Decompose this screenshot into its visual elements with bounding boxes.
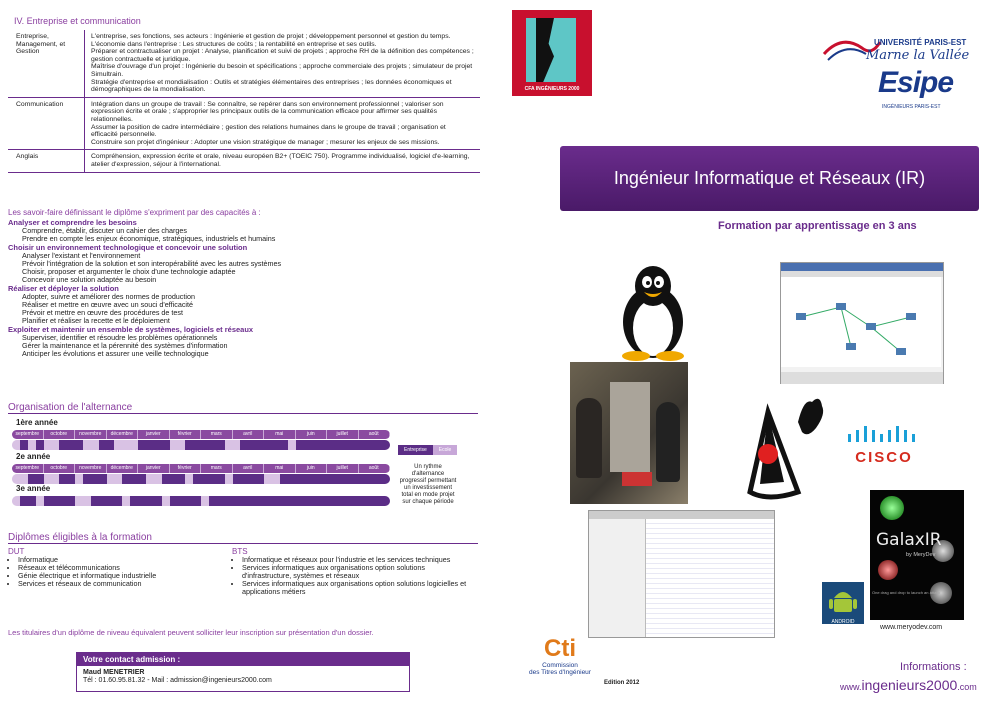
month-label: février [170,430,202,439]
entreprise-week [319,496,327,506]
ecole-week [185,474,193,484]
contact-heading: Votre contact admission : [77,653,409,666]
entreprise-week [351,496,359,506]
entreprise-week [288,496,296,506]
entreprise-week [343,474,351,484]
entreprise-week [193,496,201,506]
entreprise-week [209,474,217,484]
server-rack [610,382,650,472]
skill-item: Prévoir l'intégration de la solution et son interopérabilité avec les autres systèmes [22,259,282,268]
entreprise-week [366,474,374,484]
ecole-week [225,440,233,450]
entreprise-week [296,474,304,484]
ecole-week [12,496,20,506]
entreprise-week [201,474,209,484]
skill-heading: Choisir un environnement technologique et concevoir une solution [8,243,248,252]
entreprise-week [99,496,107,506]
table-row-line: Construire son projet d'ingénieur : Adopter une vision stratégique de manager ; mesurer les enjeux de ses missions. [91,138,440,146]
month-label: juillet [327,464,359,473]
ecole-week [288,440,296,450]
galaxir-hint: One drag and drop to launch an attack [872,590,941,595]
entreprise-week [114,496,122,506]
diplomes-title: Diplômes éligibles à la formation [8,532,478,544]
upe-subtitle: Marne la Vallée [866,48,970,63]
ecole-week [75,474,83,484]
dut-item: • Informatique [18,556,218,564]
cisco-bars-icon [846,424,922,444]
bts-block [232,548,472,596]
esipe-wordmark: Esipe [878,66,954,99]
info-url [840,677,977,693]
entreprise-week [185,440,193,450]
entreprise-week [343,496,351,506]
entreprise-week [319,440,327,450]
table-row-line: Assumer la position de cadre intermédiaire ; gestion des relations humaines dans le groupe de travail ; organisation et efficacité personnelle. [91,123,446,139]
skill-item: Prévoir et mettre en œuvre des procédures de test [22,308,183,317]
entreprise-week [248,474,256,484]
entreprise-week [233,474,241,484]
ecole-week [83,440,91,450]
entreprise-week [209,440,217,450]
table-row [8,98,480,151]
entreprise-week [67,440,75,450]
table-row [8,150,480,172]
entreprise-week [335,474,343,484]
skill-item: Adopter, suivre et améliorer des normes de production [22,292,195,301]
galaxir-screenshot [870,490,964,620]
skill-heading: Réaliser et déployer la solution [8,284,119,293]
month-label: octobre [44,464,76,473]
bts-item: • Services informatiques aux organisations option solutions logicielles et applications métiers [242,580,472,596]
program-title: Ingénieur Informatique et Réseaux (IR) [613,168,926,188]
entreprise-week [59,496,67,506]
ecole-week [12,440,20,450]
ecole-week [154,474,162,484]
dut-item: • Services et réseaux de communication [18,580,218,588]
skill-item: Analyser l'existant et l'environnement [22,251,141,260]
year-label: 2e année [16,452,51,461]
month-label: août [359,464,391,473]
table-row-line: L'économie dans l'entreprise : Les structures de coûts ; la rentabilité en entreprise et ses outils. [91,40,377,48]
table-row-key: Entreprise, Management, et Gestion [8,30,85,97]
entreprise-week [351,474,359,484]
ecole-week [146,474,154,484]
info-url-pre: www. [840,682,862,692]
alternance-title: Organisation de l'alternance [8,402,478,414]
skill-item: Superviser, identifier et résoudre les problèmes opérationnels [22,333,218,342]
linux-tux-icon [612,262,694,362]
schedule-bar [12,474,390,484]
entreprise-week [256,496,264,506]
month-label: décembre [107,464,139,473]
cti-logo [520,636,600,676]
table-row-value [85,98,480,150]
person-silhouette [576,398,602,478]
contact-line: Tél : 01.60.95.81.32 - Mail : admission@ingenieurs2000.com [83,677,272,684]
cti-sub1: Commission [542,662,578,669]
diplomes-note: Les titulaires d'un diplôme de niveau équivalent peuvent solliciter leur inscription sur présentation d'un dossier. [8,628,374,637]
entreprise-week [303,496,311,506]
dut-item: • Réseaux et télécommunications [18,564,218,572]
planet-icon [880,496,904,520]
entreprise-week [130,474,138,484]
entreprise-week [130,496,138,506]
table-row [8,30,480,98]
edition-label: Edition 2012 [604,680,640,686]
esipe-sub: INGÉNIEURS PARIS-EST [882,104,941,110]
entreprise-week [233,496,241,506]
entreprise-week [296,440,304,450]
entreprise-week [154,496,162,506]
entreprise-week [193,440,201,450]
android-robot-icon [822,582,864,614]
month-label: novembre [75,430,107,439]
table-row-value [85,150,480,171]
entreprise-week [36,440,44,450]
entreprise-week [99,440,107,450]
entreprise-week [382,496,390,506]
month-label: septembre [12,430,44,439]
network-topology-icon [781,277,941,367]
entreprise-week [28,496,36,506]
ecole-week [44,474,52,484]
entreprise-week [154,440,162,450]
ecole-week [28,440,36,450]
entreprise-week [91,496,99,506]
galaxir-title: GalaxIR [876,530,942,550]
ecole-week [20,474,28,484]
table-row-line: Stratégie d'entreprise et mondialisation : Outils et stratégies élémentaires des entreprises ; les données économiques et démographiques de la mondialisation. [91,78,452,94]
entreprise-week [44,496,52,506]
month-label: septembre [12,464,44,473]
entreprise-week [256,440,264,450]
table-row-value [85,30,480,97]
ecole-week [122,496,130,506]
alternance-note: Un rythme d'alternance progressif permettant un investissement total en mode projet sur chaque période [399,464,457,505]
entreprise-week [67,496,75,506]
entreprise-week [264,440,272,450]
cisco-logo [846,424,922,464]
entreprise-week [374,474,382,484]
entreprise-week [343,440,351,450]
table-row-key: Communication [8,98,85,150]
entreprise-week [335,496,343,506]
lab-photo [570,362,688,504]
bts-title: BTS [232,547,248,556]
contact-box [76,652,410,692]
ecole-week [177,440,185,450]
entreprise-week [366,496,374,506]
skills-list [8,218,478,358]
entreprise-week [248,496,256,506]
ecole-week [272,474,280,484]
month-label: mai [264,464,296,473]
dut-item: • Génie électrique et informatique industrielle [18,572,218,580]
skill-heading: Exploiter et maintenir un ensemble de systèmes, logiciels et réseaux [8,325,254,334]
skill-item: Choisir, proposer et argumenter le choix d'une technologie adaptée [22,267,236,276]
entreprise-week [280,474,288,484]
galaxir-by: by MeryDev [906,552,936,558]
skill-item: Réaliser et mettre en œuvre avec un souci d'efficacité [22,300,194,309]
cti-sub2: des Titres d'Ingénieur [529,669,591,676]
entreprise-week [240,474,248,484]
cfa-label: CFA INGÉNIEURS 2000 [524,86,580,92]
entreprise-week [327,474,335,484]
entreprise-week [146,496,154,506]
entreprise-week [193,474,201,484]
dut-title: DUT [8,547,25,556]
entreprise-week [59,440,67,450]
skill-item: Gérer la maintenance et la pérennité des systèmes d'information [22,341,228,350]
cti-wordmark: Cti [544,635,576,662]
entreprise-week [138,440,146,450]
ide-explorer-pane [589,519,646,637]
entreprise-week [335,440,343,450]
month-label: mai [264,430,296,439]
ide-editor-pane [646,519,774,637]
section-title: IV. Entreprise et communication [14,16,141,26]
entreprise-week [67,474,75,484]
table-row-line: Préparer et contractualiser un projet : Analyse, planification et suivi de projets ; approche RH de la définition des compétences ; gestion contractuelle et juridique. [91,48,474,63]
entreprise-week [240,496,248,506]
android-label: ANDROID [831,619,855,625]
entreprise-week [91,474,99,484]
info-url-post: .com [957,682,977,692]
upe-label: UNIVERSITÉ PARIS-EST [874,38,967,47]
month-label: janvier [138,464,170,473]
entreprise-week [374,496,382,506]
entreprise-week [359,474,367,484]
entreprise-week [303,474,311,484]
ecole-week [225,474,233,484]
entreprise-week [225,496,233,506]
program-subtitle: Formation par apprentissage en 3 ans [718,220,917,232]
esipe-logo [822,30,982,122]
table-row-line: Compréhension, expression écrite et orale, niveau européen B2+ (TOEIC 750). Programme individualisé, logiciel d'e-learning, atelier d'expression, séjour à l'international. [91,153,470,168]
entreprise-week [138,496,146,506]
ecole-week [83,496,91,506]
ecole-week [36,496,44,506]
entreprise-week [351,440,359,450]
ecole-week [44,440,52,450]
android-logo [822,582,864,624]
table-row-line: Intégration dans un groupe de travail : Se connaître, se repérer dans son environnement professionnel ; valoriser son expression écrite et orale ; s'approprier les principaux outils de la communication efficace pour affirmer ses qualités relationnelles. [91,100,444,123]
network-simulator-screenshot [780,262,944,384]
skill-heading: Analyser et comprendre les besoins [8,218,137,227]
entreprise-week [311,496,319,506]
entreprise-week [382,474,390,484]
month-label: octobre [44,430,76,439]
entreprise-week [177,474,185,484]
ecole-week [114,474,122,484]
ecole-week [114,440,122,450]
entreprise-week [217,474,225,484]
entreprise-week [162,474,170,484]
info-label: Informations : [900,661,967,673]
ecole-week [122,440,130,450]
ecole-week [264,474,272,484]
entreprise-week [107,496,115,506]
ecole-week [51,440,59,450]
entreprise-week [28,474,36,484]
entreprise-week [20,496,28,506]
entreprise-week [99,474,107,484]
table-row-line: Maîtrise d'ouvrage d'un projet : Ingénierie du besoin et spécifications ; approche commerciale des projets ; simulateur de projet Simultrain. [91,63,473,78]
entreprise-week [185,496,193,506]
ecole-week [130,440,138,450]
year-label: 1ère année [16,418,58,427]
skill-item: Anticiper les évolutions et assurer une veille technologique [22,349,209,358]
entreprise-week [374,440,382,450]
planet-icon [878,560,898,580]
ecole-week [162,496,170,506]
month-label: mars [201,430,233,439]
skill-item: Prendre en compte les enjeux économique, stratégiques, industriels et humains [22,234,276,243]
months-bar [12,464,390,473]
dut-block [8,548,218,588]
bts-list [232,556,472,596]
bts-item: • Services informatiques aux organisations option solutions d'infrastructure, systèmes et réseaux [242,564,472,580]
info-url-main: ingenieurs2000 [861,677,958,693]
entreprise-week [170,496,178,506]
contact-name: Maud MENETRIER [83,669,145,676]
entreprise-week [170,474,178,484]
entreprise-week [146,440,154,450]
month-label: novembre [75,464,107,473]
enterprise-table [8,30,480,173]
entreprise-week [359,496,367,506]
month-label: mars [201,464,233,473]
entreprise-week [272,440,280,450]
legend-ecole: Ecole [433,445,458,455]
entreprise-week [240,440,248,450]
ecole-week [170,440,178,450]
red-device [622,472,652,486]
skill-item: Comprendre, établir, discuter un cahier des charges [22,226,187,235]
entreprise-week [264,496,272,506]
entreprise-week [359,440,367,450]
meryodev-url: www.meryodev.com [880,624,943,631]
month-label: avril [233,464,265,473]
cisco-wordmark: CISCO [855,449,913,466]
entreprise-week [366,440,374,450]
skills-intro: Les savoir-faire définissant le diplôme s'expriment par des capacités à : [8,208,261,217]
entreprise-week [288,474,296,484]
alternance-legend [398,445,457,455]
entreprise-week [122,474,130,484]
entreprise-week [36,474,44,484]
skill-item: Concevoir une solution adaptée au besoin [22,275,157,284]
table-row-key: Anglais [8,150,85,171]
ecole-week [91,440,99,450]
ecole-week [201,496,209,506]
program-banner [560,146,979,211]
entreprise-week [138,474,146,484]
ecole-week [75,496,83,506]
cfa-logo [512,10,592,96]
person-silhouette [656,402,680,482]
entreprise-week [217,496,225,506]
month-label: août [359,430,391,439]
dut-list [8,556,218,588]
java-duke-icon [738,392,828,504]
month-label: décembre [107,430,139,439]
table-row-line: L'entreprise, ses fonctions, ses acteurs : Ingénierie et gestion de projet ; développement personnel et gestion du temps. [91,33,451,40]
ide-screenshot [588,510,775,638]
months-bar [12,430,390,439]
entreprise-week [327,496,335,506]
entreprise-week [319,474,327,484]
entreprise-week [382,440,390,450]
entreprise-week [256,474,264,484]
entreprise-week [280,496,288,506]
entreprise-week [327,440,335,450]
entreprise-week [75,440,83,450]
entreprise-week [107,440,115,450]
entreprise-week [20,440,28,450]
entreprise-week [272,496,280,506]
entreprise-week [51,496,59,506]
entreprise-week [280,440,288,450]
schedule-bar [12,496,390,506]
year-label: 3e année [16,484,51,493]
entreprise-week [311,440,319,450]
ecole-week [12,474,20,484]
entreprise-week [296,496,304,506]
ecole-week [233,440,241,450]
entreprise-week [201,440,209,450]
entreprise-week [209,496,217,506]
month-label: juin [296,464,328,473]
schedule-bar [12,440,390,450]
skill-item: Planifier et réaliser la recette et le déploiement [22,316,170,325]
month-label: février [170,464,202,473]
entreprise-week [311,474,319,484]
entreprise-week [162,440,170,450]
bts-item: • Informatique et réseaux pour l'industrie et les services techniques [242,556,472,564]
entreprise-week [217,440,225,450]
entreprise-week [59,474,67,484]
month-label: avril [233,430,265,439]
month-label: janvier [138,430,170,439]
entreprise-week [83,474,91,484]
month-label: juin [296,430,328,439]
legend-entreprise: Entreprise [398,445,433,455]
ecole-week [107,474,115,484]
entreprise-week [303,440,311,450]
entreprise-week [177,496,185,506]
entreprise-week [248,440,256,450]
ecole-week [51,474,59,484]
month-label: juillet [327,430,359,439]
